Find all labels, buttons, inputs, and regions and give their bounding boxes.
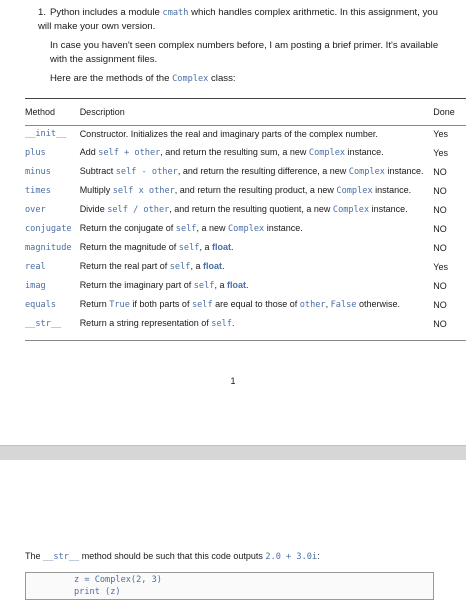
inline-code: Complex: [228, 224, 265, 234]
method-description: [80, 295, 434, 314]
done-status: NO: [433, 280, 447, 291]
method-description: [80, 124, 434, 143]
inline-code: self / other: [107, 205, 170, 215]
method-description: [80, 219, 434, 238]
done-status: NO: [433, 185, 447, 196]
description-text: Divide: [79, 204, 108, 214]
description-text: Subtract: [79, 166, 116, 176]
inline-code: Complex: [348, 167, 385, 177]
done-status: NO: [433, 204, 447, 215]
str-method-sentence: The __str__ method should be such that this code outputs 2.0 + 3.0i:: [25, 551, 320, 562]
method-name: imag: [25, 280, 46, 291]
done-status: Yes: [433, 261, 448, 272]
expected-output-code: 2.0 + 3.0i: [265, 552, 318, 562]
complex-class-code: Complex: [172, 74, 209, 84]
inline-code: False: [330, 300, 357, 310]
method-name: equals: [25, 299, 57, 310]
method-name: times: [25, 185, 51, 196]
description-text: instance.: [345, 147, 384, 157]
description-text: otherwise.: [356, 299, 401, 309]
table-row: [25, 257, 466, 276]
done-status: NO: [433, 299, 447, 310]
description-text: Return the conjugate of: [79, 223, 176, 233]
inline-code: other: [299, 300, 326, 310]
inline-code: Complex: [336, 186, 373, 196]
table-body: [25, 124, 466, 333]
header-method: Method: [25, 107, 56, 117]
str-code: __str__: [43, 552, 80, 562]
inline-code: self: [178, 243, 200, 253]
description-text: if both parts of: [129, 299, 192, 309]
table-row: [25, 295, 466, 314]
page-number: 1: [230, 376, 236, 386]
inline-code: self: [193, 281, 215, 291]
description-text: Constructor. Initializes the real and imaginary parts of the complex number.: [79, 128, 378, 139]
method-description: [80, 162, 434, 181]
description-text: , a new: [196, 223, 228, 233]
description-text: Return the real part of: [79, 261, 170, 271]
method-name: magnitude: [25, 242, 72, 253]
inline-code: self: [191, 300, 213, 310]
description-text: .: [245, 280, 249, 290]
description-text: Return the magnitude of: [79, 242, 179, 252]
method-description: [80, 238, 434, 257]
table-bottom-rule: [25, 340, 466, 341]
inline-code: True: [109, 300, 130, 310]
inline-code: self: [175, 224, 197, 234]
inline-code: self: [211, 319, 232, 329]
type-keyword: float: [226, 280, 246, 290]
description-text: instance.: [264, 223, 303, 233]
done-status: Yes: [433, 128, 448, 139]
method-name: over: [25, 204, 46, 215]
method-name: conjugate: [25, 223, 72, 234]
description-text: , a: [199, 242, 212, 252]
description-text: instance.: [384, 166, 424, 176]
inline-code: self x other: [112, 186, 175, 196]
cmath-code: cmath: [162, 8, 189, 18]
inline-code: Complex: [332, 205, 370, 215]
method-description: [80, 257, 434, 276]
description-text: , and return the resulting quotient, a new: [169, 204, 333, 214]
inline-code: self + other: [98, 148, 161, 158]
code-line-1: z = Complex(2, 3): [74, 575, 162, 585]
intro-section: [38, 6, 440, 91]
code-line-2: print (z): [74, 587, 121, 597]
inline-code: Complex: [308, 148, 346, 158]
description-text: instance.: [369, 204, 408, 214]
table-row: [25, 276, 466, 295]
done-status: NO: [433, 223, 447, 234]
code-block: [25, 572, 434, 600]
method-name: __init__: [25, 128, 67, 139]
description-text: are equal to those of: [212, 299, 300, 309]
description-text: , and return the resulting difference, a new: [177, 166, 349, 176]
method-description: [80, 314, 434, 333]
description-text: .: [221, 261, 225, 271]
done-status: NO: [433, 166, 447, 177]
method-name: real: [25, 261, 46, 272]
table-row: [25, 181, 466, 200]
description-text: Multiply: [79, 185, 113, 195]
done-status: NO: [433, 242, 447, 253]
method-description: [80, 276, 434, 295]
intro-paragraph-1: 1. Python includes a module cmath which handles complex arithmetic. In this assignment, you will make your own version.: [38, 7, 438, 32]
description-text: instance.: [372, 185, 412, 195]
method-name: plus: [25, 147, 46, 158]
description-text: , a: [214, 280, 227, 290]
table-row: [25, 219, 466, 238]
type-keyword: float: [211, 242, 231, 252]
description-text: Add: [79, 147, 99, 157]
intro-paragraph-3: Here are the methods of the Complex class:: [50, 73, 236, 84]
type-keyword: float: [202, 261, 222, 271]
inline-code: self: [169, 262, 191, 272]
table-header-row: [25, 100, 466, 124]
description-text: , and return the resulting product, a new: [174, 185, 337, 195]
table-row: [25, 200, 466, 219]
description-text: ,: [325, 299, 331, 309]
description-text: , a: [190, 261, 203, 271]
header-description: Description: [79, 107, 125, 117]
description-text: .: [231, 318, 235, 328]
description-text: , and return the resulting sum, a new: [160, 147, 309, 157]
header-done: Done: [433, 107, 455, 117]
description-text: Return the imaginary part of: [79, 280, 194, 290]
done-status: NO: [433, 318, 447, 329]
table-row: [25, 314, 466, 333]
method-name: minus: [25, 166, 51, 177]
methods-table: [25, 100, 466, 333]
description-text: Return: [79, 299, 110, 309]
method-description: [80, 143, 434, 162]
method-name: __str__: [25, 318, 62, 329]
description-text: .: [230, 242, 234, 252]
table-top-rule: [25, 98, 466, 99]
done-status: Yes: [433, 147, 448, 158]
table-row: [25, 143, 466, 162]
description-text: Return a string representation of: [79, 318, 212, 328]
table-row: [25, 238, 466, 257]
item-number: 1.: [38, 7, 47, 18]
intro-paragraph-2: In case you haven't seen complex numbers before, I am posting a brief primer. It's available with the assignment files.: [50, 40, 439, 65]
table-row: [25, 162, 466, 181]
method-description: [80, 181, 434, 200]
table-row: [25, 124, 466, 143]
inline-code: self - other: [115, 167, 178, 177]
page-separator: [0, 445, 466, 461]
method-description: [80, 200, 434, 219]
document-page-2: [0, 460, 466, 616]
